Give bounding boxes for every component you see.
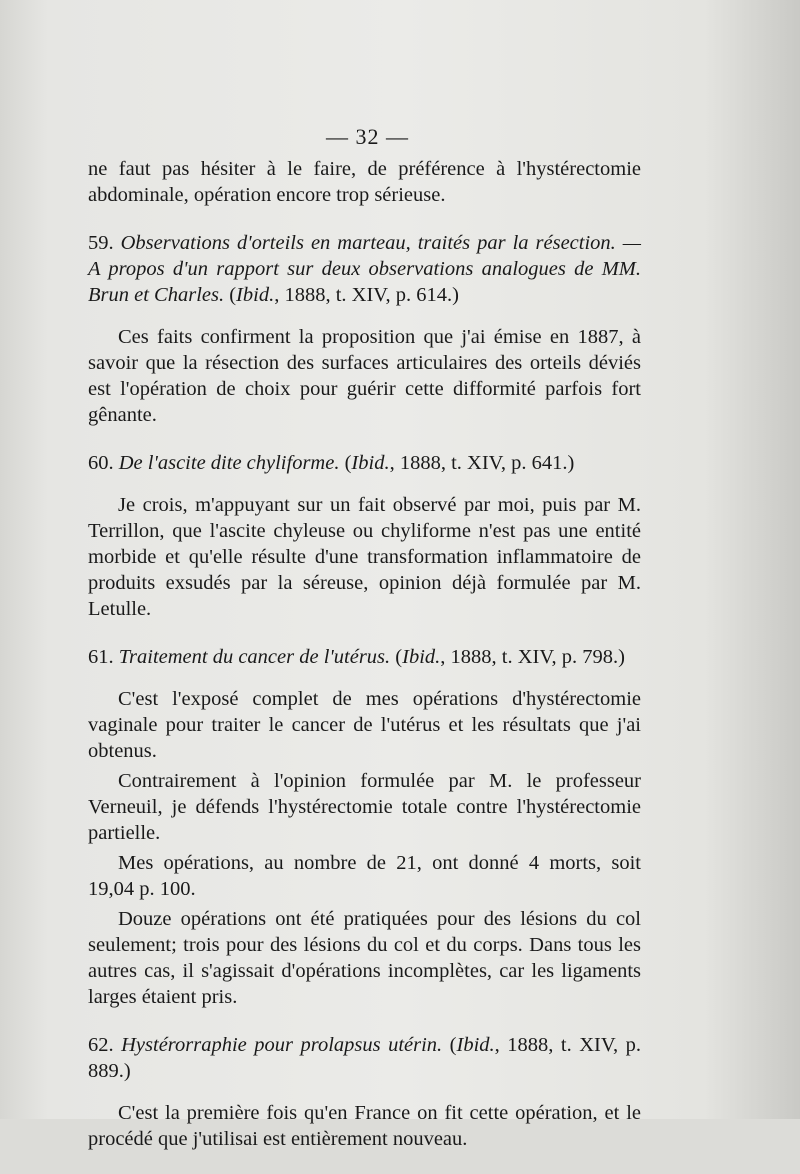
entry-reference-ibid: Ibid. xyxy=(456,1034,495,1056)
entry-60 xyxy=(88,450,641,622)
entry-heading: 59. Observations d'orteils en marteau, traités par la résection. — A propos d'un rapport sur deux observations analogues de MM. Brun et Charles. (Ibid., 1888, t. XIV, p. 614.) xyxy=(88,232,642,306)
entry-title: Observations d'orteils en marteau, traités par la résection. — A propos d'un rapport sur deux observations analogues de MM. Brun et Charles. xyxy=(88,232,642,306)
entry-59 xyxy=(88,230,641,428)
entry-paragraph: Mes opérations, au nombre de 21, ont donné 4 morts, soit 19,04 p. 100. xyxy=(88,852,641,900)
text-body xyxy=(88,156,641,1174)
entry-title: Hystérorraphie pour prolapsus utérin. xyxy=(121,1034,443,1056)
entry-62 xyxy=(88,1032,641,1152)
entry-reference-ibid: Ibid. xyxy=(402,646,441,668)
entry-paragraph: Ces faits confirment la proposition que j'ai émise en 1887, à savoir que la résection des surfaces articulaires des orteils déviés est l'opération de choix pour guérir cette difformité parfois fort gênante. xyxy=(88,326,641,426)
opening-paragraph: ne faut pas hésiter à le faire, de préférence à l'hystérectomie abdominale, opération encore trop sérieuse. xyxy=(88,158,641,206)
entry-title: Traitement du cancer de l'utérus. xyxy=(118,646,391,668)
entry-reference: 1888, t. XIV, p. 889. xyxy=(88,1034,642,1082)
entry-paragraph: C'est l'exposé complet de mes opérations d'hystérectomie vaginale pour traiter le cancer de l'utérus et les résultats que j'ai obtenus. xyxy=(88,688,641,762)
entry-number: 59. xyxy=(88,232,114,254)
entry-paragraph: Douze opérations ont été pratiquées pour des lésions du col seulement; trois pour des lésions du col et du corps. Dans tous les autres cas, il s'agissait d'opérations incomplètes, car les ligaments larges étaient pris. xyxy=(88,908,641,1008)
entry-heading: 61. Traitement du cancer de l'utérus. (Ibid., 1888, t. XIV, p. 798.) xyxy=(88,646,625,668)
entry-number: 60. xyxy=(88,452,114,474)
entry-number: 61. xyxy=(88,646,114,668)
entry-61 xyxy=(88,644,641,1010)
entry-reference-ibid: Ibid. xyxy=(236,284,275,306)
entry-number: 62. xyxy=(88,1034,114,1056)
entry-reference: 1888, t. XIV, p. 798. xyxy=(450,646,619,668)
entry-paragraph: Contrairement à l'opinion formulée par M. le professeur Verneuil, je défends l'hystérectomie totale contre l'hystérectomie partielle. xyxy=(88,770,641,844)
entry-reference-ibid: Ibid. xyxy=(351,452,390,474)
page-number: — 32 — xyxy=(326,124,409,149)
entry-title: De l'ascite dite chyliforme. xyxy=(118,452,340,474)
entry-paragraph: C'est la première fois qu'en France on fit cette opération, et le procédé que j'utilisai est entièrement nouveau. xyxy=(88,1102,641,1150)
entry-reference: 1888, t. XIV, p. 641. xyxy=(399,452,568,474)
entry-heading: 62. Hystérorraphie pour prolapsus utérin. (Ibid., 1888, t. XIV, p. 889.) xyxy=(88,1034,642,1082)
entry-paragraph: Je crois, m'appuyant sur un fait observé par moi, puis par M. Terrillon, que l'ascite chyleuse ou chyliforme n'est pas une entité morbide et qu'elle résulte d'une transformation inflammatoire de produits exsudés par la séreuse, opinion déjà formulée par M. Letulle. xyxy=(88,494,641,620)
entry-reference: 1888, t. XIV, p. 614. xyxy=(284,284,453,306)
entry-heading: 60. De l'ascite dite chyliforme. (Ibid., 1888, t. XIV, p. 641.) xyxy=(88,452,575,474)
